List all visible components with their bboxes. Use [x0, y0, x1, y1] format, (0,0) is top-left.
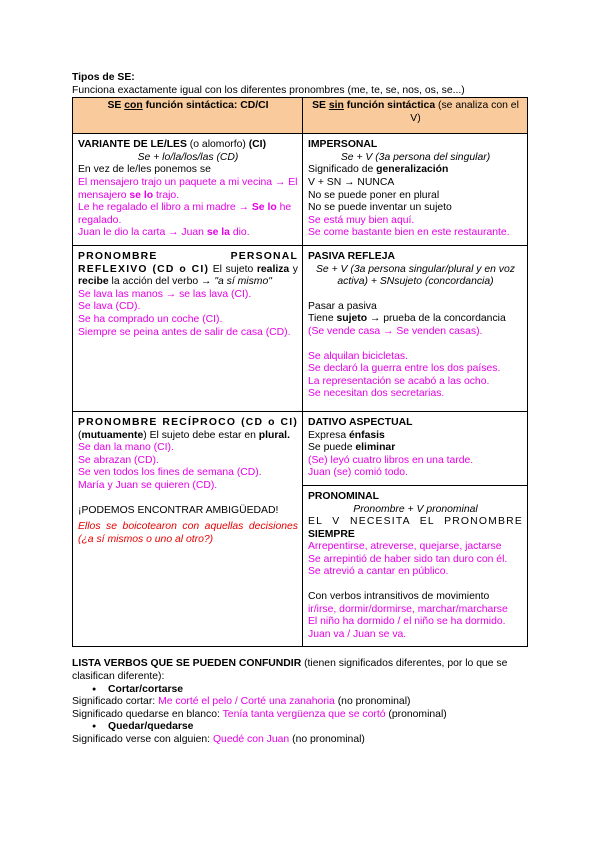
- header2-pre: SE: [312, 100, 329, 112]
- cell-reciproco: [73, 411, 303, 647]
- doc-subtitle: Funciona exactamente igual con los diferentes pronombres (me, te, se, nos, os, se...): [72, 84, 465, 96]
- reflexivo-example-2: Se lava (CD).: [78, 301, 141, 313]
- verbs-list-1: [72, 684, 528, 697]
- cortar-meaning-1-label: Significado cortar:: [72, 696, 159, 708]
- cell-dativo-aspectual: [303, 411, 528, 485]
- quedar-meaning-1-example: Quedé con Juan: [212, 734, 290, 745]
- cortar-meaning-1-type: (no pronominal): [334, 696, 411, 708]
- reciproco-t1: (: [78, 429, 82, 441]
- list-title-note: (tienen significados diferentes, por lo que se clasifican diferente):: [72, 658, 508, 683]
- pasiva-line-2-c: → prueba de la concordancia: [367, 313, 506, 325]
- reflexivo-title: PRONOMBRE PERSONAL REFLEXIVO (CD o CI): [78, 250, 298, 275]
- variante-title: [78, 139, 298, 152]
- impersonal-line-1-bold: generalización: [376, 164, 449, 176]
- header1-post: función sintáctica: CD/CI: [142, 100, 269, 112]
- pasiva-title: PASIVA REFLEJA: [308, 250, 395, 262]
- pronominal-line-1-text: EL V NECESITA EL PRONOMBRE: [308, 516, 523, 528]
- pronominal-line-2: Con verbos intransitivos de movimiento: [308, 591, 490, 603]
- reflexivo-text: [78, 251, 298, 289]
- cortar-meaning-2: [72, 709, 528, 722]
- doc-title: Tipos de SE:: [72, 72, 135, 83]
- reflexivo-t2: y: [289, 263, 298, 275]
- header1-pre: SE: [107, 100, 125, 112]
- ex1-bold: se lo: [129, 189, 154, 201]
- ex3-bold: se la: [206, 227, 230, 239]
- pasiva-example-3: La representación se acabó a las ocho.: [308, 375, 490, 387]
- variante-formula: Se + lo/la/los/las (CD): [137, 151, 239, 163]
- ex3-end: dio.: [229, 227, 250, 239]
- cortar-meaning-1-example: Me corté el pelo / Corté una zanahoria: [158, 696, 335, 708]
- reciproco-gap: [78, 493, 298, 505]
- ambiguity-warning: ¡PODEMOS ENCONTRAR AMBIGÜEDAD!: [78, 504, 279, 516]
- impersonal-line-2: V + SN → NUNCA: [308, 176, 395, 188]
- cell-reflexivo: [73, 245, 303, 411]
- ex2-bold: Se lo: [251, 202, 277, 214]
- ex1-end: trajo.: [153, 189, 180, 201]
- ex1-text: El mensajero trajo un paquete a mi vecina → El mensajero: [78, 176, 298, 201]
- pasiva-formula: Se + V (3a persona singular/plural y en voz activa) + SNsujeto (concordancia): [316, 263, 515, 288]
- quedar-meaning-1: [72, 734, 528, 747]
- cortar-meaning-2-example: Tenía tanta vergüenza que se cortó: [222, 708, 386, 720]
- pronominal-example-6: Juan va / Juan se va.: [308, 628, 407, 640]
- ex2-text: Le he regalado el libro a mi madre →: [78, 202, 252, 214]
- ambiguity-example: Ellos se boicotearon con aquellas decisiones (¿a sí mismos o uno al otro?): [78, 521, 298, 545]
- pronominal-example-3: Se atrevió a cantar en público.: [308, 566, 449, 578]
- ex2-end: he regalado.: [78, 202, 292, 226]
- reciproco-example-1: Se dan la mano (CI).: [78, 442, 174, 454]
- cell-variante-le-les: [73, 134, 303, 246]
- pasiva-line-2: [308, 313, 523, 326]
- reciproco-example-4: María y Juan se quieren (CD).: [78, 479, 218, 491]
- impersonal-line-1-text: Significado de: [308, 164, 377, 176]
- dativo-line-1: [308, 430, 523, 443]
- dativo-example-2: Juan (se) comió todo.: [308, 467, 408, 479]
- pronominal-example-2: Se arrepintió de haber sido tan duro con él.: [308, 553, 508, 565]
- reflexivo-t1: El sujeto: [209, 263, 257, 275]
- quedar-meaning-1-type: (no pronominal): [289, 734, 365, 745]
- pronominal-example-1: Arrepentirse, atreverse, quejarse, jactarse: [308, 541, 502, 553]
- pronominal-example-4: ir/irse, dormir/dormirse, marchar/marcharse: [308, 603, 508, 615]
- pasiva-example-1: Se alquilan bicicletas.: [308, 350, 408, 362]
- cell-impersonal: [303, 134, 528, 246]
- pasiva-line-2-bold: sujeto: [336, 313, 368, 325]
- reciproco-example-2: Se abrazan (CD).: [78, 454, 159, 466]
- pronominal-title: PRONOMINAL: [308, 490, 379, 502]
- impersonal-line-4: No se puede inventar un sujeto: [308, 202, 452, 214]
- impersonal-title: IMPERSONAL: [308, 139, 378, 151]
- pasiva-example-2: Se declaró la guerra entre los dos países.: [308, 363, 501, 375]
- reflexivo-recibe: recibe: [78, 276, 109, 288]
- reciproco-text: [78, 417, 298, 442]
- reflexivo-example-1: Se lava las manos → se las lava (CI).: [78, 288, 252, 300]
- impersonal-line-3: No se puede poner en plural: [308, 189, 440, 201]
- impersonal-example-2: Se come bastante bien en este restaurante.: [308, 227, 510, 239]
- pasiva-line-3: (Se vende casa → Se venden casas).: [308, 325, 483, 337]
- reflexivo-realiza: realiza: [256, 263, 290, 275]
- pasiva-line-2-a: Tiene: [308, 313, 337, 325]
- reflexivo-t3: la acción del verbo →: [108, 276, 215, 288]
- quedar-meaning-1-label: Significado verse con alguien:: [72, 734, 213, 745]
- ex3-text: Juan le dio la carta → Juan: [78, 227, 207, 239]
- impersonal-formula: Se + V (3a persona del singular): [340, 151, 491, 163]
- variante-title-bold: VARIANTE DE LE/LES: [78, 139, 187, 151]
- reflexivo-example-4: Siempre se peina antes de salir de casa (CD).: [78, 326, 291, 338]
- header2-underlined: sin: [328, 100, 344, 112]
- variante-line: En vez de le/les ponemos se: [78, 164, 211, 176]
- header-sin-funcion: [303, 98, 528, 134]
- pronominal-formula: Pronombre + V pronominal: [353, 503, 478, 515]
- list-title-bold: LISTA VERBOS QUE SE PUEDEN CONFUNDIR: [72, 658, 302, 670]
- list-gap: [72, 647, 528, 658]
- dativo-enfasis: énfasis: [349, 429, 385, 441]
- cell-pronominal: [303, 485, 528, 647]
- variante-example-3: [78, 227, 298, 240]
- reciproco-mutuamente: mutuamente: [81, 429, 144, 441]
- dativo-line-1-text: Expresa: [308, 429, 350, 441]
- reflexivo-example-3: Se ha comprado un coche (CI).: [78, 313, 223, 325]
- variante-example-1: [78, 177, 298, 202]
- reciproco-example-3: Se ven todos los fines de semana (CD).: [78, 467, 262, 479]
- variante-title-ci: (CI): [248, 139, 267, 151]
- variante-title-note: (o alomorfo): [186, 139, 249, 151]
- reciproco-t2: ) El sujeto debe estar en: [143, 429, 259, 441]
- reciproco-plural: plural.: [258, 429, 290, 441]
- pasiva-example-4: Se necesitan dos secretarias.: [308, 388, 445, 400]
- header2-mid: función sintáctica: [343, 100, 436, 112]
- pronominal-example-5: El niño ha dormido / el niño se ha dormido.: [308, 616, 506, 628]
- cortar-meaning-1: [72, 696, 528, 709]
- dativo-title: DATIVO ASPECTUAL: [308, 416, 413, 428]
- cell-pasiva-refleja: [303, 245, 528, 411]
- header1-underlined: con: [124, 100, 143, 112]
- pronominal-gap: [308, 579, 523, 591]
- variante-example-2: [78, 202, 298, 227]
- cortar-meaning-2-label: Significado quedarse en blanco:: [72, 708, 223, 720]
- reciproco-title: PRONOMBRE RECÍPROCO (CD o CI): [78, 416, 298, 428]
- cortar-meaning-2-type: (pronominal): [385, 708, 447, 720]
- dativo-example-1: (Se) leyó cuatro libros en una tarde.: [308, 454, 474, 466]
- header-con-funcion: [73, 98, 303, 134]
- header2-post: (se analiza con el V): [410, 100, 519, 124]
- pasiva-line-1: Pasar a pasiva: [308, 300, 377, 312]
- se-types-table: [72, 97, 528, 647]
- pasiva-gap-2: [308, 339, 523, 351]
- list-item-cortar: ● Cortar/cortarse: [108, 684, 528, 697]
- reflexivo-a-si-mismo: "a sí mismo": [214, 276, 272, 288]
- verbs-list-2: [72, 721, 528, 734]
- dativo-line-2: [308, 442, 523, 455]
- dativo-eliminar: eliminar: [355, 442, 396, 454]
- list-item-quedar: ● Quedar/quedarse: [108, 721, 528, 734]
- impersonal-example-1: Se está muy bien aquí.: [308, 214, 415, 226]
- dativo-line-2-text: Se puede: [308, 442, 356, 454]
- pasiva-gap: [308, 289, 523, 301]
- impersonal-line-1: [308, 164, 523, 177]
- pronominal-line-1: [308, 516, 523, 541]
- list-title: [72, 658, 528, 683]
- document-page: [72, 72, 528, 747]
- pronominal-siempre: SIEMPRE: [308, 528, 355, 540]
